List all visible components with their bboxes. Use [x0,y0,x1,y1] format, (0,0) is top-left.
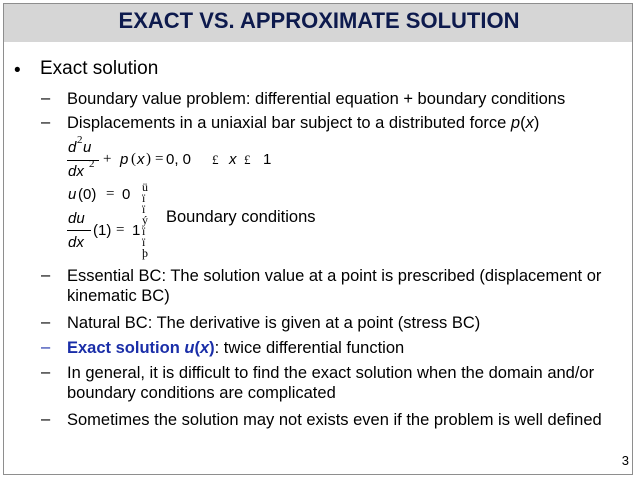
bc-value-2: 1 [132,222,141,239]
eq-equals: = [155,151,164,167]
bc-arg-1: (1) [93,222,112,239]
eq-lparen: ( [131,151,136,167]
dash-marker: – [41,410,51,428]
eq-denominator-exp: 2 [89,158,95,170]
list-item-natural-bc: Natural BC: The derivative is given at a point (stress BC) [67,314,481,332]
bc-equals-1: = [106,186,115,202]
eq-denominator-dx: dx [68,163,84,180]
eq-rest: 0, 0 [166,151,192,168]
bc-u: u [68,186,77,203]
bc-equals-2: = [116,222,125,238]
list-item-bvp: Boundary value problem: differential equation + boundary conditions [67,90,566,108]
list-item-exact-solution: Exact solution u(x): twice differential function [67,339,405,357]
bc-u-arg: (0) [78,186,97,203]
main-bullet-text: Exact solution [40,58,159,79]
dash-marker: – [41,363,51,381]
eq-numerator-exp: 2 [77,134,83,146]
boundary-conditions-label: Boundary conditions [166,208,316,226]
bc-du: du [68,210,85,227]
bc-value-1: 0 [122,186,131,203]
eq-one: 1 [263,151,272,168]
eq-leq-1: £ [212,152,219,167]
eq-x: x [137,151,145,168]
eq-plus: + [103,151,112,167]
list-item-may-not-exist: Sometimes the solution may not exists even if the problem is well defined [67,411,602,429]
eq-x2: x [229,151,237,168]
eq-rparen: ) [146,151,151,167]
list-item-difficult: In general, it is difficult to find the exact solution when the domain and/or boundary conditions are complicated [67,364,595,402]
dash-marker: – [41,313,51,331]
page-number: 3 [621,453,629,468]
list-item-displacements: Displacements in a uniaxial bar subject to a distributed force p(x) [67,114,540,132]
dash-marker: – [41,89,51,107]
fraction-bar [67,230,91,231]
eq-numerator-d: d [68,139,77,156]
brace-glyphs: ü ï ï ý ï ï þ [142,180,148,260]
eq-leq-2: £ [244,152,251,167]
eq-p: p [120,151,129,168]
dash-marker: – [41,113,51,131]
eq-numerator-u: u [83,139,92,156]
dash-marker: – [41,338,51,356]
slide-title: EXACT VS. APPROXIMATE SOLUTION [118,8,520,33]
dash-marker: – [41,266,51,284]
list-item-essential-bc: Essential BC: The solution value at a point is prescribed (displacement or kinematic BC) [67,267,602,305]
bullet-marker: • [14,60,21,81]
bc-dx: dx [68,234,84,251]
